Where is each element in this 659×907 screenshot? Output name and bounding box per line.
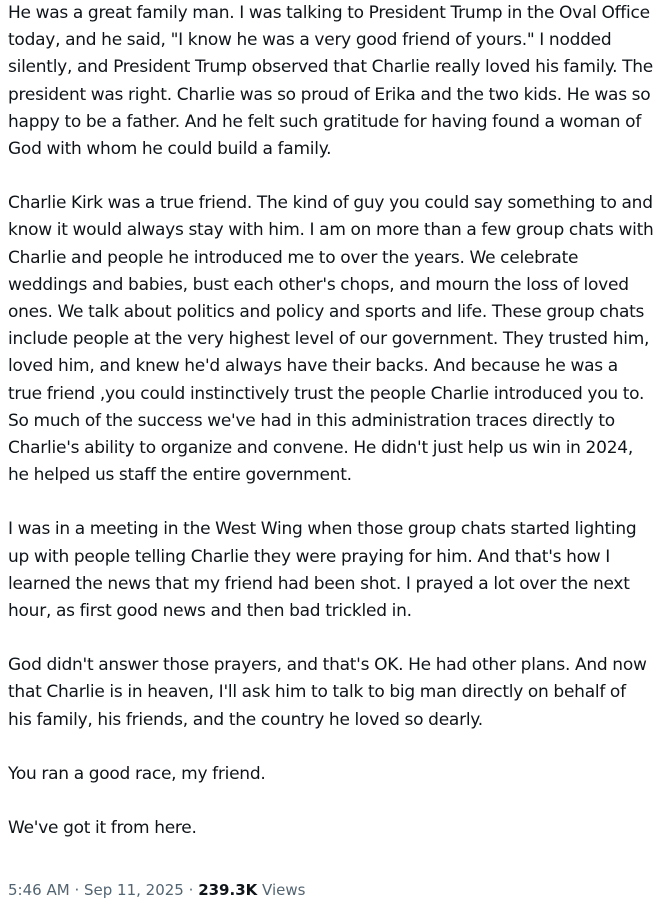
post-paragraph: I was in a meeting in the West Wing when those group chats started lighting up with people telling Charlie they were praying for him. And that's how I learned the news that my friend had been shot. I prayed a lot over the next hour, as first good news and then bad trickled in. <box>8 519 637 622</box>
post-paragraph: Charlie Kirk was a true friend. The kind of guy you could say something to and know it would always stay with him. I am on more than a few group chats with Charlie and people he introduced me to over the years. We celebrate weddings and babies, bust each other's chops, and mourn the loss of loved ones. We talk about politics and policy and sports and life. These group chats include people at the very highest level of our government. They trusted him, loved him, and knew he'd always have their backs. And because he was a true friend ,you could instinctively trust the people Charlie introduced you to. So much of the success we've had in this administration traces directly to Charlie's ability to organize and convene. He didn't just help us win in 2024, he helped us staff the entire government. <box>8 193 654 486</box>
separator-dot: · <box>188 881 194 899</box>
views-link[interactable] <box>198 881 305 899</box>
separator-dot: · <box>74 881 80 899</box>
views-count: 239.3K <box>198 881 258 899</box>
post-paragraph: God didn't answer those prayers, and that's OK. He had other plans. And now that Charlie is in heaven, I'll ask him to talk to big man directly on behalf of his family, his friends, and the country he loved so dearly. <box>8 655 647 730</box>
post-paragraph: We've got it from here. <box>8 818 197 839</box>
post-date-link[interactable]: Sep 11, 2025 <box>84 881 184 899</box>
post-body <box>8 0 654 842</box>
views-label: Views <box>262 881 306 899</box>
post-paragraph: He was a great family man. I was talking to President Trump in the Oval Office today, and he said, "I know he was a very good friend of yours." I nodded silently, and President Trump observed that Charlie really loved his family. The president was right. Charlie was so proud of Erika and the two kids. He was so happy to be a father. And he felt such gratitude for having found a woman of God with whom he could build a family. <box>8 3 653 160</box>
post-paragraph: You ran a good race, my friend. <box>8 763 266 784</box>
post-time-link[interactable]: 5:46 AM <box>8 881 70 899</box>
post-metadata <box>8 880 305 900</box>
